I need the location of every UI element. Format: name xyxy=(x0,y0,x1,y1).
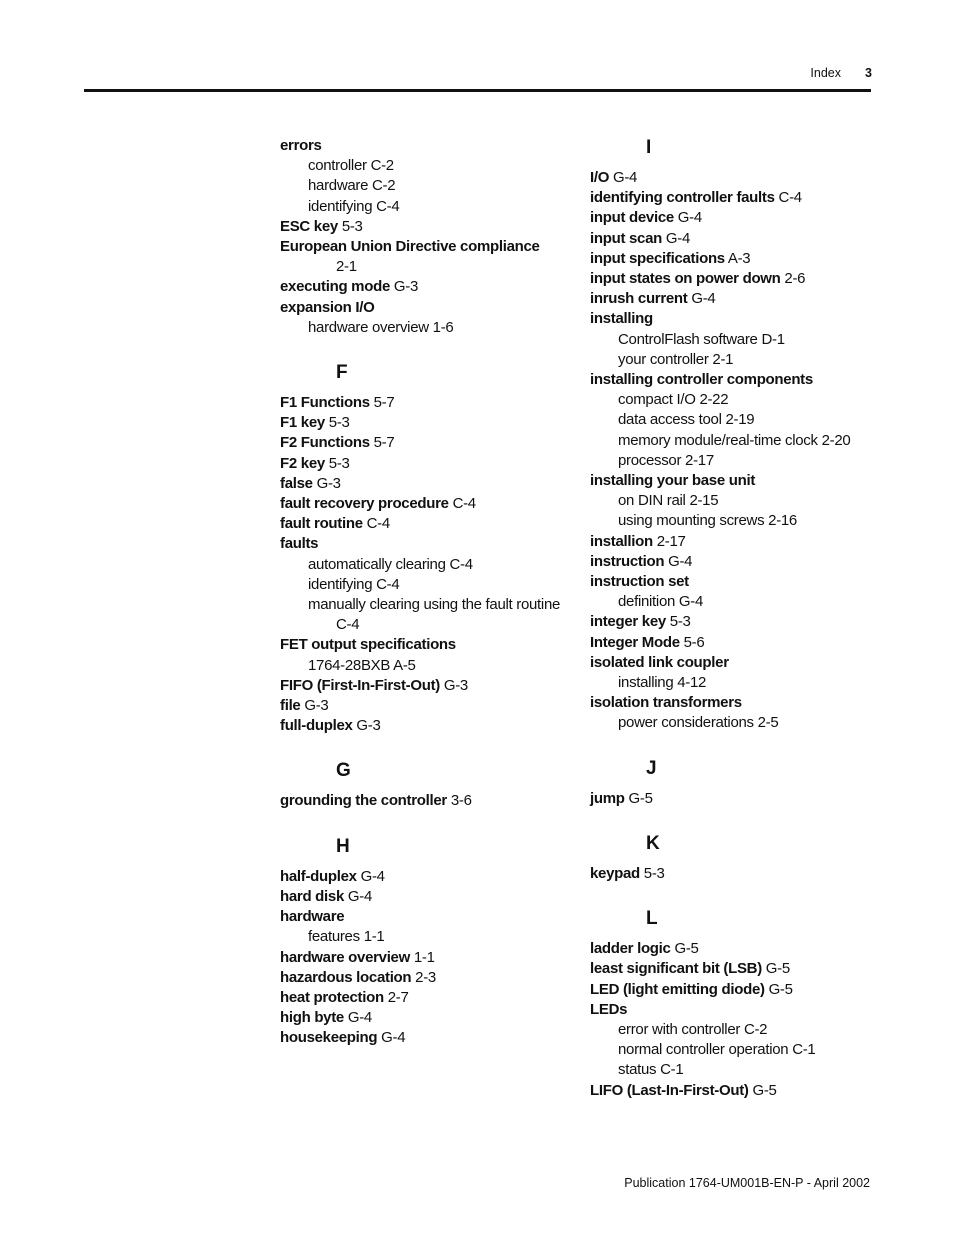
index-entry xyxy=(590,370,890,390)
index-term: faults xyxy=(280,535,319,553)
index-subentry xyxy=(590,673,890,693)
index-subentry xyxy=(590,451,890,471)
index-subentry xyxy=(280,176,580,196)
page-reference: G-5 xyxy=(765,960,790,978)
index-term: installion xyxy=(590,532,653,550)
index-entry xyxy=(280,454,580,474)
page-reference: 4-12 xyxy=(677,674,707,692)
index-entry xyxy=(590,959,890,979)
page-reference: 5-3 xyxy=(328,454,350,472)
index-entry xyxy=(280,1008,580,1028)
page-reference: G-4 xyxy=(691,290,716,308)
index-subentry xyxy=(280,656,580,676)
index-term: fault routine xyxy=(280,515,363,533)
index-subterm: identifying xyxy=(308,575,373,593)
index-letter-heading: G xyxy=(336,760,351,782)
index-subterm: definition xyxy=(618,593,676,611)
index-subterm: status xyxy=(618,1061,657,1079)
index-entry xyxy=(590,980,890,1000)
page-reference: C-4 xyxy=(376,197,400,215)
index-entry xyxy=(280,534,580,554)
index-entry xyxy=(590,939,890,959)
index-subentry xyxy=(590,410,890,430)
index-term: expansion I/O xyxy=(280,298,375,316)
index-subentry xyxy=(590,1020,890,1040)
page-reference: 2-5 xyxy=(757,714,779,732)
index-entry xyxy=(280,948,580,968)
index-subterm: error with controller xyxy=(618,1020,741,1038)
index-term: ESC key xyxy=(280,217,338,235)
index-subentry xyxy=(590,713,890,733)
index-subterm: 1764-28BXB xyxy=(308,656,391,674)
index-subentry xyxy=(590,390,890,410)
index-subentry xyxy=(590,350,890,370)
index-term: input states on power down xyxy=(590,270,781,288)
page-reference: G-4 xyxy=(678,593,704,611)
section-spacer xyxy=(590,734,890,757)
page-reference: 5-7 xyxy=(373,394,395,412)
index-subterm: your controller xyxy=(618,350,709,368)
heading-spacer xyxy=(590,931,890,939)
page-reference: A-5 xyxy=(393,656,416,674)
index-subterm: using mounting screws xyxy=(618,512,765,530)
index-column-right xyxy=(590,136,890,1101)
page-reference: 2-20 xyxy=(821,431,851,449)
section-spacer xyxy=(280,338,580,361)
index-term: hardware overview xyxy=(280,948,410,966)
page-reference: G-4 xyxy=(668,552,693,570)
section-spacer xyxy=(280,736,580,759)
index-subentry xyxy=(590,511,890,531)
index-entry xyxy=(280,433,580,453)
index-letter-heading: J xyxy=(646,757,657,779)
page-reference: G-3 xyxy=(356,717,381,735)
index-term: input specifications xyxy=(590,249,725,267)
index-term: F1 Functions xyxy=(280,394,370,412)
index-letter-heading: H xyxy=(336,835,350,857)
index-entry xyxy=(590,208,890,228)
index-term: file xyxy=(280,697,301,715)
index-term: least significant bit (LSB) xyxy=(590,960,762,978)
index-term: LEDs xyxy=(590,1000,628,1018)
page-reference: 1-6 xyxy=(432,318,454,336)
page-reference: C-2 xyxy=(372,177,396,195)
page-reference: 2-6 xyxy=(784,270,806,288)
index-subentry xyxy=(590,1060,890,1080)
index-entry xyxy=(280,907,580,927)
index-entry xyxy=(590,612,890,632)
page-reference: 5-3 xyxy=(643,864,665,882)
index-term: full-duplex xyxy=(280,717,353,735)
index-entry xyxy=(280,867,580,887)
page-reference: G-5 xyxy=(674,940,699,958)
page-reference: C-4 xyxy=(366,515,390,533)
index-entry xyxy=(280,393,580,413)
index-term: grounding the controller xyxy=(280,792,447,810)
page-reference: 2-3 xyxy=(415,968,436,986)
page-reference: G-4 xyxy=(360,867,385,885)
page-reference: G-5 xyxy=(628,789,653,807)
page-reference: 5-6 xyxy=(683,633,705,651)
page-reference: C-4 xyxy=(449,555,473,573)
page-reference: C-2 xyxy=(743,1020,768,1038)
index-continuation xyxy=(280,615,580,635)
index-term: hardware xyxy=(280,908,345,926)
index-entry xyxy=(590,249,890,269)
index-subentry xyxy=(280,575,580,595)
header-rule xyxy=(84,89,871,92)
page-reference: 2-1 xyxy=(712,350,734,368)
page-reference: D-1 xyxy=(761,330,785,348)
index-term: high byte xyxy=(280,1009,344,1027)
publication-footer: Publication 1764-UM001B-EN-P - April 2002 xyxy=(624,1176,870,1190)
page-reference: C-4 xyxy=(452,495,476,513)
page-reference: G-4 xyxy=(381,1029,406,1047)
page-reference: 5-3 xyxy=(328,414,350,432)
page-reference: 2-1 xyxy=(336,258,357,276)
page-reference: G-4 xyxy=(677,209,702,227)
heading-spacer xyxy=(590,160,890,168)
page-reference: G-3 xyxy=(316,474,341,492)
page-reference: 1-1 xyxy=(363,928,385,946)
index-letter-heading: K xyxy=(646,832,660,854)
page-reference: C-2 xyxy=(370,157,394,175)
index-subterm: hardware xyxy=(308,177,369,195)
heading-spacer xyxy=(280,859,580,867)
page-reference: G-4 xyxy=(612,169,638,186)
index-entry xyxy=(280,413,580,433)
index-letter-heading: F xyxy=(336,362,348,384)
index-term: F2 Functions xyxy=(280,434,370,452)
page-reference: 2-22 xyxy=(699,391,729,409)
index-subterm: power considerations xyxy=(618,714,754,732)
index-entry xyxy=(280,277,580,297)
index-entry xyxy=(280,514,580,534)
index-term: keypad xyxy=(590,864,640,882)
index-subterm: manually clearing using the fault routine xyxy=(308,596,561,614)
index-entry xyxy=(590,633,890,653)
index-term: I/O xyxy=(590,169,610,186)
index-subterm: data access tool xyxy=(618,411,722,429)
index-term: European Union Directive compliance xyxy=(280,238,540,256)
index-entry xyxy=(280,696,580,716)
heading-spacer xyxy=(590,856,890,864)
page-reference: C-1 xyxy=(660,1061,684,1079)
index-column-left xyxy=(280,136,580,1049)
index-term: identifying controller faults xyxy=(590,189,775,207)
page-reference: 5-3 xyxy=(341,217,363,235)
heading-spacer xyxy=(590,781,890,789)
index-subterm: identifying xyxy=(308,197,373,215)
index-subterm: processor xyxy=(618,451,682,469)
index-subentry xyxy=(280,156,580,176)
index-entry xyxy=(590,789,890,809)
index-entry xyxy=(590,653,890,673)
index-entry xyxy=(590,552,890,572)
section-spacer xyxy=(590,809,890,832)
index-term: LED (light emitting diode) xyxy=(590,980,765,998)
index-term: LIFO (Last-In-First-Out) xyxy=(590,1081,749,1099)
index-term: integer key xyxy=(590,613,666,631)
index-entry xyxy=(280,635,580,655)
index-entry xyxy=(280,716,580,736)
index-letter-heading: L xyxy=(646,908,658,930)
index-subentry xyxy=(280,927,580,947)
index-subentry xyxy=(590,592,890,612)
index-entry xyxy=(590,1000,890,1020)
index-subentry xyxy=(590,491,890,511)
index-entry xyxy=(590,269,890,289)
index-term: F1 key xyxy=(280,414,325,432)
heading-spacer xyxy=(280,385,580,393)
index-term: errors xyxy=(280,137,322,154)
index-continuation xyxy=(280,257,580,277)
index-entry xyxy=(280,887,580,907)
index-term: input scan xyxy=(590,229,663,247)
index-term: heat protection xyxy=(280,988,384,1006)
index-entry xyxy=(280,298,580,318)
index-letter-heading: I xyxy=(646,137,652,158)
index-term: fault recovery procedure xyxy=(280,495,449,513)
index-subentry xyxy=(590,330,890,350)
page-reference: G-4 xyxy=(347,1009,372,1027)
page-reference: C-1 xyxy=(792,1041,816,1059)
index-term: executing mode xyxy=(280,278,390,296)
index-entry xyxy=(590,864,890,884)
page-reference: 2-19 xyxy=(725,411,755,429)
page-reference: G-3 xyxy=(393,278,418,296)
page-reference: 2-16 xyxy=(768,512,797,530)
index-subterm: controller xyxy=(308,157,367,175)
index-term: hazardous location xyxy=(280,968,412,986)
page-reference: 5-3 xyxy=(669,613,691,631)
index-term: false xyxy=(280,474,313,492)
index-term: ladder logic xyxy=(590,940,671,958)
page-reference: C-4 xyxy=(336,616,360,634)
index-entry xyxy=(590,168,890,188)
page-reference: G-3 xyxy=(304,697,329,715)
index-entry xyxy=(590,188,890,208)
index-subterm: compact I/O xyxy=(618,391,696,409)
page-reference: C-4 xyxy=(376,575,400,593)
section-spacer xyxy=(280,812,580,835)
index-term: FIFO (First-In-First-Out) xyxy=(280,676,440,694)
page-number: 3 xyxy=(865,66,872,80)
page-reference: G-4 xyxy=(347,887,372,905)
index-subentry xyxy=(590,1040,890,1060)
page-reference: C-4 xyxy=(778,189,802,207)
index-term: installing controller components xyxy=(590,371,813,389)
page-reference: G-3 xyxy=(443,676,468,694)
index-entry xyxy=(280,136,580,156)
index-term: half-duplex xyxy=(280,867,357,885)
index-term: isolated link coupler xyxy=(590,653,729,671)
index-entry xyxy=(280,676,580,696)
page-reference: 2-7 xyxy=(387,988,409,1006)
index-entry xyxy=(280,968,580,988)
page-reference: 2-17 xyxy=(656,532,686,550)
index-entry xyxy=(280,988,580,1008)
index-subterm: features xyxy=(308,928,360,946)
index-entry xyxy=(280,474,580,494)
index-entry xyxy=(590,532,890,552)
index-entry xyxy=(590,471,890,491)
index-entry xyxy=(280,237,580,257)
index-term: Integer Mode xyxy=(590,633,680,651)
index-term: instruction xyxy=(590,552,665,570)
index-term: input device xyxy=(590,209,674,227)
index-term: instruction set xyxy=(590,573,689,591)
index-term: housekeeping xyxy=(280,1029,378,1047)
index-entry xyxy=(590,309,890,329)
index-entry xyxy=(280,791,580,811)
index-subterm: automatically clearing xyxy=(308,555,446,573)
index-term: isolation transformers xyxy=(590,694,742,712)
index-term: installing your base unit xyxy=(590,472,756,490)
index-entry xyxy=(280,1028,580,1048)
page-reference: 2-17 xyxy=(685,451,714,469)
index-subentry xyxy=(280,595,580,615)
index-term: FET output specifications xyxy=(280,636,456,654)
index-subterm: normal controller operation xyxy=(618,1041,789,1059)
page-reference: G-4 xyxy=(665,229,690,247)
page-reference: G-5 xyxy=(768,980,793,998)
index-term: installing xyxy=(590,310,653,328)
index-entry xyxy=(590,229,890,249)
page-reference: G-5 xyxy=(752,1081,777,1099)
page-reference: A-3 xyxy=(727,249,751,267)
index-subterm: ControlFlash software xyxy=(618,330,758,348)
running-header-label: Index xyxy=(810,66,841,80)
section-spacer xyxy=(590,884,890,907)
index-subterm: memory module/real-time clock xyxy=(618,431,818,449)
index-term: F2 key xyxy=(280,454,325,472)
index-entry xyxy=(280,217,580,237)
index-term: jump xyxy=(590,789,625,807)
index-subentry xyxy=(280,318,580,338)
index-entry xyxy=(590,289,890,309)
index-subterm: on DIN rail xyxy=(618,492,686,510)
heading-spacer xyxy=(280,783,580,791)
page-reference: 3-6 xyxy=(450,792,472,810)
index-subentry xyxy=(280,197,580,217)
index-subterm: hardware overview xyxy=(308,318,429,336)
index-term: inrush current xyxy=(590,290,688,308)
index-entry xyxy=(280,494,580,514)
index-subentry xyxy=(280,555,580,575)
index-subentry xyxy=(590,431,890,451)
index-entry xyxy=(590,693,890,713)
page-reference: 1-1 xyxy=(413,948,435,966)
index-entry xyxy=(590,572,890,592)
index-entry xyxy=(590,1081,890,1101)
index-term: hard disk xyxy=(280,887,344,905)
page-reference: 2-15 xyxy=(689,492,719,510)
page-reference: 5-7 xyxy=(373,434,395,452)
index-subterm: installing xyxy=(618,674,674,692)
